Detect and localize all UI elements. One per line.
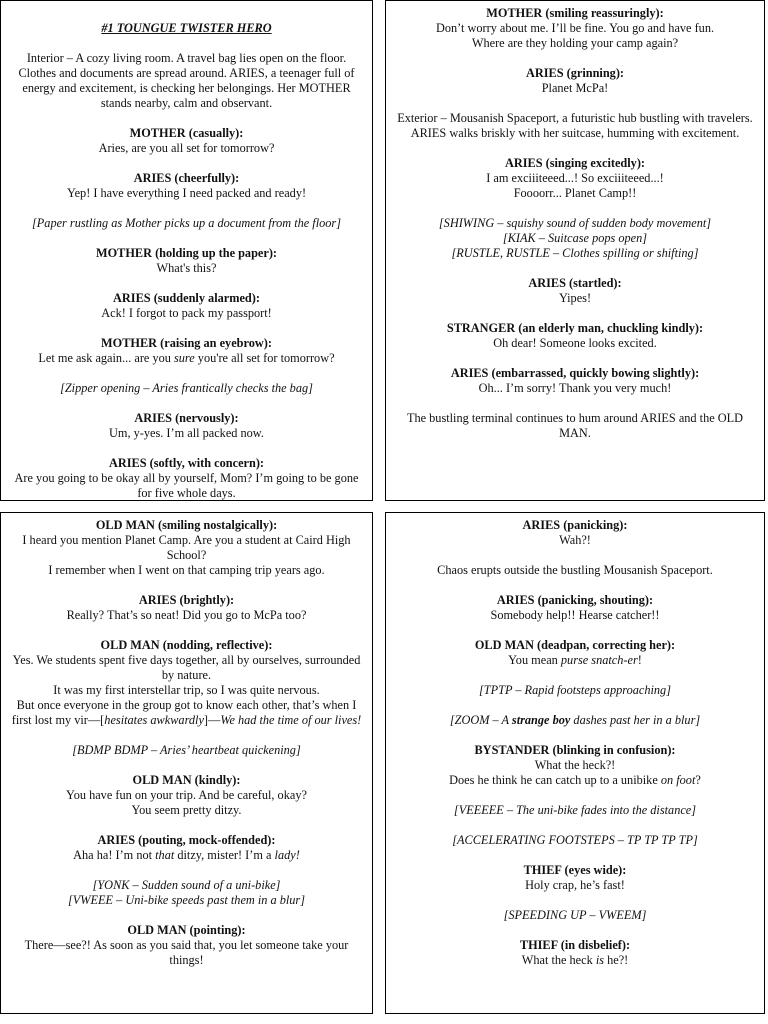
dialogue-line: You have fun on your trip. And be careful, okay? — [66, 788, 307, 802]
dialogue-line: Where are they holding your camp again? — [471, 36, 679, 50]
sound-effect-line: [TPTP – Rapid footsteps approaching] — [479, 683, 671, 697]
speaker-label: THIEF (in disbelief): — [519, 938, 631, 952]
speaker-label: MOTHER (smiling reassuringly): — [486, 6, 664, 20]
sound-effect-block — [9, 878, 364, 908]
script-title: #1 TOUNGUE TWISTER HERO — [101, 21, 272, 35]
speaker-label: MOTHER (holding up the paper): — [95, 246, 278, 260]
dialogue-block — [394, 938, 756, 968]
speaker-label: ARIES (cheerfully): — [133, 171, 240, 185]
speaker-label: STRANGER (an elderly man, chuckling kindly): — [446, 321, 704, 335]
dialogue-block — [394, 638, 756, 668]
action-block — [394, 111, 756, 141]
speaker-label: MOTHER (raising an eyebrow): — [101, 336, 272, 350]
sound-effect-line: [YONK – Sudden sound of a uni-bike] — [92, 878, 281, 892]
speaker-label: ARIES (softly, with concern): — [108, 456, 265, 470]
speaker-label: OLD MAN (kindly): — [132, 773, 241, 787]
dialogue-line: I am exciiiteeed...! So exciiiteeed...! — [486, 171, 664, 185]
sound-effect-line: [Paper rustling as Mother picks up a document from the floor] — [32, 216, 341, 230]
dialogue-line: There—see?! As soon as you said that, you let someone take your things! — [24, 938, 349, 967]
sound-effect-line: [RUSTLE, RUSTLE – Clothes spilling or shifting] — [451, 246, 699, 260]
dialogue-line: Wah?! — [559, 533, 591, 547]
dialogue-line: Yep! I have everything I need packed and ready! — [66, 186, 307, 200]
dialogue-block — [394, 276, 756, 306]
speaker-label: ARIES (panicking, shouting): — [496, 593, 654, 607]
sound-effect-block — [9, 216, 364, 231]
dialogue-block — [394, 156, 756, 201]
speaker-label: OLD MAN (deadpan, correcting her): — [474, 638, 676, 652]
action-line: Interior – A cozy living room. A travel bag lies open on the floor. Clothes and documents are spread around. ARIES, a teenager full of energy and excitement, is checking her belongings. Her MOTHER stands nearby, calm and observant. — [18, 51, 355, 110]
dialogue-line: Ack! I forgot to pack my passport! — [101, 306, 272, 320]
dialogue-block — [394, 593, 756, 623]
action-block — [9, 51, 364, 111]
dialogue-line: It was my first interstellar trip, so I was quite nervous. — [53, 683, 320, 697]
sound-effect-line: [VEEEEE – The uni-bike fades into the distance] — [453, 803, 697, 817]
sound-effect-block — [394, 803, 756, 818]
script-panel-3 — [0, 512, 373, 1014]
action-line: The bustling terminal continues to hum around ARIES and the OLD MAN. — [406, 411, 744, 440]
dialogue-line: Oh dear! Someone looks excited. — [493, 336, 657, 350]
script-panel-2 — [385, 0, 765, 501]
dialogue-line: Oh... I’m sorry! Thank you very much! — [478, 381, 672, 395]
dialogue-block — [394, 743, 756, 788]
speaker-label: ARIES (startled): — [528, 276, 622, 290]
dialogue-block — [9, 456, 364, 501]
speaker-label: THIEF (eyes wide): — [523, 863, 627, 877]
action-block — [394, 411, 756, 441]
speaker-label: ARIES (singing excitedly): — [504, 156, 646, 170]
dialogue-line: But once everyone in the group got to know each other, that’s when I first lost my vir—[hesitates awkwardly]—We had the time of our lives! — [11, 698, 362, 727]
dialogue-line: What the heck?! — [534, 758, 616, 772]
dialogue-line: You mean purse snatch-er! — [508, 653, 642, 667]
dialogue-line: Don’t worry about me. I’ll be fine. You go and have fun. — [435, 21, 715, 35]
dialogue-block — [9, 833, 364, 863]
dialogue-line: Aries, are you all set for tomorrow? — [98, 141, 275, 155]
sound-effect-block — [394, 833, 756, 848]
dialogue-block — [394, 321, 756, 351]
dialogue-block — [9, 336, 364, 366]
sound-effect-line: [BDMP BDMP – Aries’ heartbeat quickening] — [72, 743, 301, 757]
dialogue-line: You seem pretty ditzy. — [131, 803, 242, 817]
dialogue-line: What's this? — [156, 261, 217, 275]
dialogue-line: Really? That’s so neat! Did you go to McPa too? — [66, 608, 307, 622]
speaker-label: OLD MAN (nodding, reflective): — [100, 638, 273, 652]
sound-effect-line: [Zipper opening – Aries frantically checks the bag] — [60, 381, 313, 395]
sound-effect-line: [SHIWING – squishy sound of sudden body movement] — [438, 216, 712, 230]
speaker-label: ARIES (panicking): — [522, 518, 628, 532]
speaker-label: BYSTANDER (blinking in confusion): — [474, 743, 676, 757]
dialogue-block — [394, 66, 756, 96]
sound-effect-block — [394, 713, 756, 728]
speaker-label: ARIES (nervously): — [134, 411, 239, 425]
sound-effect-block — [394, 216, 756, 261]
sound-effect-line: [VWEEE – Uni-bike speeds past them in a blur] — [67, 893, 306, 907]
dialogue-block — [9, 411, 364, 441]
action-line: Exterior – Mousanish Spaceport, a futuristic hub bustling with travelers. ARIES walks briskly with her suitcase, humming with excitement. — [397, 111, 753, 140]
dialogue-block — [9, 923, 364, 968]
sound-effect-block — [394, 908, 756, 923]
dialogue-block — [394, 518, 756, 548]
sound-effect-block — [9, 381, 364, 396]
dialogue-line: Does he think he can catch up to a unibike on foot? — [449, 773, 701, 787]
script-title-block — [9, 21, 364, 36]
dialogue-line: Somebody help!! Hearse catcher!! — [490, 608, 660, 622]
speaker-label: ARIES (pouting, mock-offended): — [97, 833, 276, 847]
dialogue-block — [394, 366, 756, 396]
sound-effect-block — [394, 683, 756, 698]
dialogue-block — [9, 291, 364, 321]
sound-effect-line: [KIAK – Suitcase pops open] — [502, 231, 648, 245]
sound-effect-line: [ACCELERATING FOOTSTEPS – TP TP TP TP] — [452, 833, 698, 847]
dialogue-block — [9, 126, 364, 156]
speaker-label: ARIES (suddenly alarmed): — [113, 291, 260, 305]
dialogue-line: Are you going to be okay all by yourself, Mom? I’m going to be gone for five whole days. — [14, 471, 359, 500]
action-line: Chaos erupts outside the bustling Mousanish Spaceport. — [437, 563, 713, 577]
script-panel-4 — [385, 512, 765, 1014]
sound-effect-line: [SPEEDING UP – VWEEM] — [503, 908, 647, 922]
dialogue-line: Holy crap, he’s fast! — [525, 878, 625, 892]
dialogue-line: What the heck is he?! — [521, 953, 629, 967]
script-panel-1 — [0, 0, 373, 501]
dialogue-line: Foooorr... Planet Camp!! — [513, 186, 637, 200]
dialogue-line: Yes. We students spent five days together, all by ourselves, surrounded by nature. — [12, 653, 361, 682]
sound-effect-block — [9, 743, 364, 758]
dialogue-block — [9, 638, 364, 728]
dialogue-line: Planet McPa! — [541, 81, 609, 95]
dialogue-block — [9, 518, 364, 578]
dialogue-block — [9, 593, 364, 623]
dialogue-block — [9, 171, 364, 201]
dialogue-line: Let me ask again... are you sure you're all set for tomorrow? — [38, 351, 335, 365]
dialogue-line: Aha ha! I’m not that ditzy, mister! I’m a lady! — [73, 848, 300, 862]
dialogue-block — [9, 773, 364, 818]
dialogue-block — [394, 6, 756, 51]
speaker-label: ARIES (embarrassed, quickly bowing slightly): — [450, 366, 700, 380]
dialogue-line: Yipes! — [558, 291, 592, 305]
dialogue-line: I heard you mention Planet Camp. Are you a student at Caird High School? — [22, 533, 351, 562]
speaker-label: OLD MAN (smiling nostalgically): — [95, 518, 278, 532]
speaker-label: ARIES (brightly): — [138, 593, 235, 607]
speaker-label: ARIES (grinning): — [525, 66, 625, 80]
speaker-label: OLD MAN (pointing): — [127, 923, 246, 937]
sound-effect-line: [ZOOM – A strange boy dashes past her in a blur] — [449, 713, 701, 727]
dialogue-block — [394, 863, 756, 893]
dialogue-block — [9, 246, 364, 276]
action-block — [394, 563, 756, 578]
speaker-label: MOTHER (casually): — [129, 126, 244, 140]
dialogue-line: Um, y-yes. I’m all packed now. — [109, 426, 264, 440]
dialogue-line: I remember when I went on that camping trip years ago. — [48, 563, 325, 577]
